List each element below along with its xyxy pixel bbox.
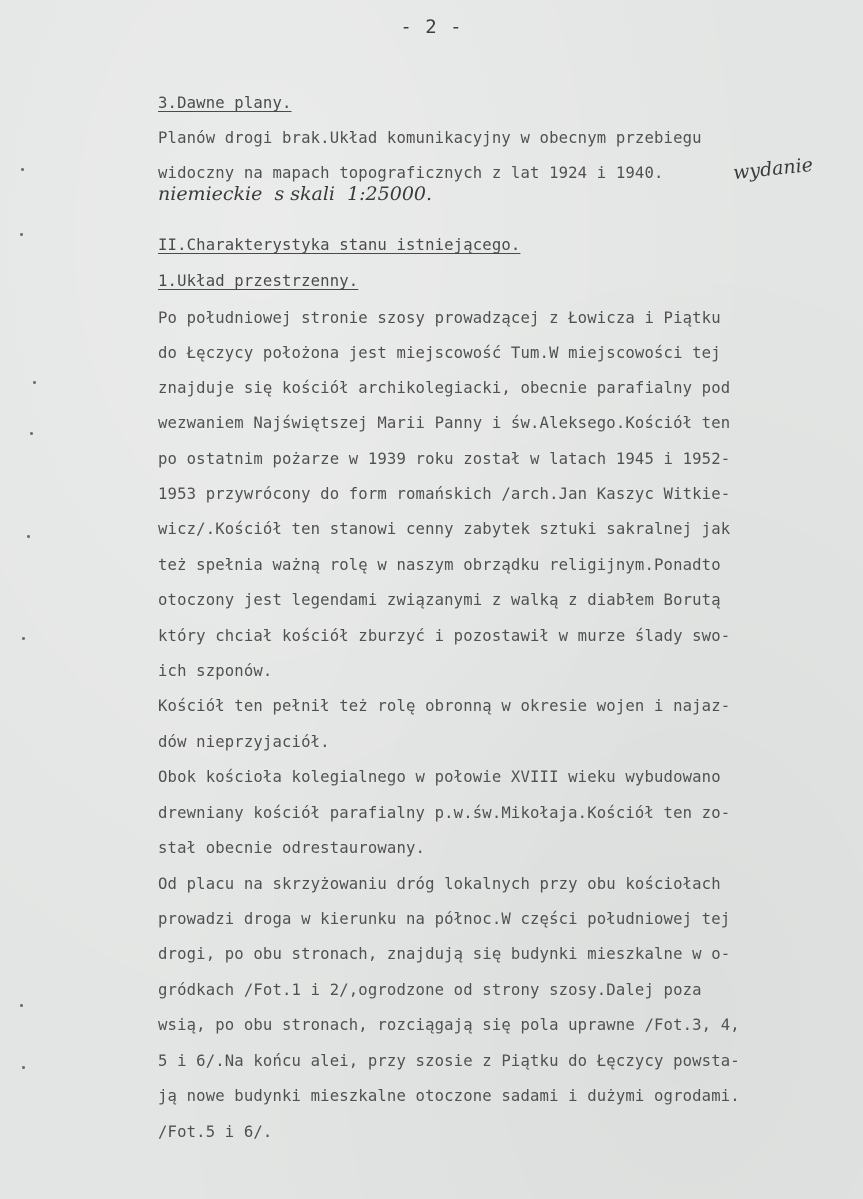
text-line: wezwaniem Najświętszej Marii Panny i św.Aleksego.Kościół ten: [158, 414, 731, 432]
text-line: 5 i 6/.Na końcu alei, przy szosie z Piątku do Łęczycy powsta-: [158, 1052, 740, 1070]
text-line: do Łęczycy położona jest miejscowość Tum.W miejscowości tej: [158, 344, 721, 362]
text-line: dów nieprzyjaciół.: [158, 733, 330, 751]
text-line: który chciał kościół zburzyć i pozostawił w murze ślady swo-: [158, 627, 731, 645]
text-line: drogi, po obu stronach, znajdują się budynki mieszkalne w o-: [158, 945, 731, 963]
text-line: /Fot.5 i 6/.: [158, 1123, 273, 1141]
margin-mark: [22, 1066, 25, 1069]
text-line: drewniany kościół parafialny p.w.św.Mikołaja.Kościół ten zo-: [158, 804, 731, 822]
margin-mark: [20, 233, 23, 236]
section-heading-characteristics: II.Charakterystyka stanu istniejącego.: [158, 236, 521, 254]
margin-mark: [27, 535, 30, 538]
text-line: po ostatnim pożarze w 1939 roku został w latach 1945 i 1952-: [158, 450, 731, 468]
text-line: Obok kościoła kolegialnego w połowie XVIII wieku wybudowano: [158, 768, 721, 786]
margin-mark: [30, 432, 33, 435]
text-line: Kościół ten pełnił też rolę obronną w okresie wojen i najaz-: [158, 697, 731, 715]
text-line: też spełnia ważną rolę w naszym obrządku religijnym.Ponadto: [158, 556, 721, 574]
text-line: gródkach /Fot.1 i 2/,ogrodzone od strony szosy.Dalej poza: [158, 981, 702, 999]
text-line: Od placu na skrzyżowaniu dróg lokalnych przy obu kościołach: [158, 875, 721, 893]
text-line: prowadzi droga w kierunku na północ.W części południowej tej: [158, 910, 731, 928]
subsection-heading-spatial-layout: 1.Układ przestrzenny.: [158, 272, 359, 290]
text-line: wicz/.Kościół ten stanowi cenny zabytek sztuki sakralnej jak: [158, 520, 731, 538]
page-number: - 2 -: [400, 16, 463, 38]
margin-mark: [21, 168, 24, 171]
text-line: ich szponów.: [158, 662, 273, 680]
text-line: stał obecnie odrestaurowany.: [158, 839, 426, 857]
text-line: otoczony jest legendami związanymi z walką z diabłem Borutą: [158, 591, 721, 609]
text-line: ją nowe budynki mieszkalne otoczone sadami i dużymi ogrodami.: [158, 1087, 740, 1105]
margin-mark: [22, 637, 25, 640]
handwritten-annotation-line: niemieckie s skali 1:25000.: [158, 183, 433, 205]
text-line: Po południowej stronie szosy prowadzącej z Łowicza i Piątku: [158, 309, 721, 327]
text-line: 1953 przywrócony do form romańskich /arch.Jan Kaszyc Witkie-: [158, 485, 731, 503]
text-line: wsią, po obu stronach, rozciągają się pola uprawne /Fot.3, 4,: [158, 1016, 740, 1034]
handwritten-annotation-inline: wydanie: [732, 153, 814, 185]
text-line: znajduje się kościół archikolegiacki, obecnie parafialny pod: [158, 379, 731, 397]
margin-mark: [33, 381, 36, 384]
margin-mark: [20, 1004, 23, 1007]
text-line: widoczny na mapach topograficznych z lat 1924 i 1940.: [158, 164, 664, 182]
text-line: Planów drogi brak.Układ komunikacyjny w obecnym przebiegu: [158, 129, 702, 147]
section-heading-old-plans: 3.Dawne plany.: [158, 94, 292, 112]
